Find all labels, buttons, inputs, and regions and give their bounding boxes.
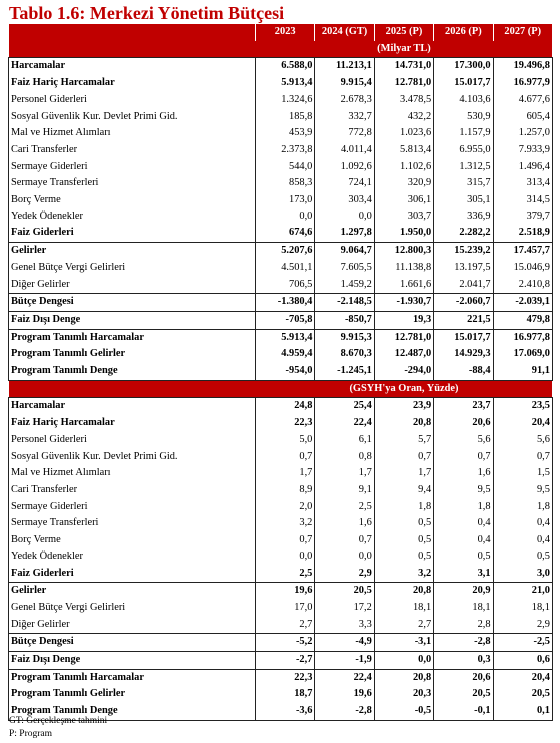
cell-value: 3,2	[256, 515, 315, 532]
cell-value: 15.239,2	[434, 243, 493, 260]
cell-value: 7.605,5	[315, 260, 374, 277]
cell-value: 173,0	[256, 192, 315, 209]
cell-value: 17.069,0	[493, 346, 552, 363]
cell-value: 2,5	[315, 499, 374, 516]
cell-value: 20,8	[374, 669, 433, 686]
cell-value: 1.324,6	[256, 92, 315, 109]
cell-value: 0,7	[434, 449, 493, 466]
cell-value: 9.915,4	[315, 75, 374, 92]
cell-value: 19.496,8	[493, 58, 552, 75]
cell-value: 3.478,5	[374, 92, 433, 109]
cell-value: -850,7	[315, 311, 374, 329]
cell-value: 0,5	[374, 515, 433, 532]
cell-value: 9,5	[493, 482, 552, 499]
cell-value: 4.677,6	[493, 92, 552, 109]
table-row	[9, 600, 553, 617]
cell-value: 0,5	[374, 532, 433, 549]
cell-value: 1.459,2	[315, 277, 374, 294]
table-row	[9, 652, 553, 670]
table-row	[9, 617, 553, 634]
cell-value: 1.092,6	[315, 159, 374, 176]
cell-value: 1.102,6	[374, 159, 433, 176]
cell-value: -2,7	[256, 652, 315, 670]
cell-value: -2.148,5	[315, 294, 374, 312]
row-label: Borç Verme	[9, 532, 256, 549]
cell-value: -88,4	[434, 363, 493, 380]
cell-value: 4.103,6	[434, 92, 493, 109]
row-label: Program Tanımlı Gelirler	[9, 686, 256, 703]
cell-value: 20,8	[374, 583, 433, 600]
row-label: Sosyal Güvenlik Kur. Devlet Primi Gid.	[9, 109, 256, 126]
cell-value: 20,4	[493, 415, 552, 432]
cell-value: 15.046,9	[493, 260, 552, 277]
cell-value: -2.060,7	[434, 294, 493, 312]
table-row	[9, 92, 553, 109]
table-row	[9, 260, 553, 277]
table-row	[9, 277, 553, 294]
cell-value: 4.501,1	[256, 260, 315, 277]
cell-value: 1.496,4	[493, 159, 552, 176]
cell-value: -3,6	[256, 703, 315, 720]
cell-value: 23,7	[434, 398, 493, 415]
row-label: Faiz Dışı Denge	[9, 652, 256, 670]
cell-value: 23,9	[374, 398, 433, 415]
row-label: Cari Transferler	[9, 482, 256, 499]
cell-value: 6.955,0	[434, 142, 493, 159]
cell-value: 18,1	[374, 600, 433, 617]
row-label: Sermaye Giderleri	[9, 159, 256, 176]
row-label: Borç Verme	[9, 192, 256, 209]
cell-value: -0,1	[434, 703, 493, 720]
row-label: Bütçe Dengesi	[9, 634, 256, 652]
cell-value: 5.813,4	[374, 142, 433, 159]
cell-value: 12.781,0	[374, 75, 433, 92]
row-label: Faiz Hariç Harcamalar	[9, 75, 256, 92]
cell-value: 20,4	[493, 669, 552, 686]
table-row	[9, 346, 553, 363]
cell-value: 5.207,6	[256, 243, 315, 260]
cell-value: 3,3	[315, 617, 374, 634]
cell-value: 22,4	[315, 415, 374, 432]
cell-value: 19,3	[374, 311, 433, 329]
cell-value: -1,9	[315, 652, 374, 670]
row-label: Faiz Hariç Harcamalar	[9, 415, 256, 432]
cell-value: -294,0	[374, 363, 433, 380]
cell-value: 2,5	[256, 566, 315, 583]
cell-value: 15.017,7	[434, 75, 493, 92]
cell-value: 8.670,3	[315, 346, 374, 363]
cell-value: -1.245,1	[315, 363, 374, 380]
cell-value: 8,9	[256, 482, 315, 499]
cell-value: 11.213,1	[315, 58, 374, 75]
row-label: Faiz Giderleri	[9, 566, 256, 583]
cell-value: 2,8	[434, 617, 493, 634]
cell-value: 9,4	[374, 482, 433, 499]
column-header: 2027 (P)	[493, 24, 552, 41]
table-row	[9, 159, 553, 176]
table-row	[9, 109, 553, 126]
cell-value: -705,8	[256, 311, 315, 329]
cell-value: 379,7	[493, 209, 552, 226]
cell-value: 303,7	[374, 209, 433, 226]
row-label: Program Tanımlı Harcamalar	[9, 669, 256, 686]
cell-value: 0,0	[374, 652, 433, 670]
cell-value: -2,8	[434, 634, 493, 652]
cell-value: 2.041,7	[434, 277, 493, 294]
cell-value: 18,1	[493, 600, 552, 617]
cell-value: 9.915,3	[315, 329, 374, 346]
cell-value: 23,5	[493, 398, 552, 415]
table-row	[9, 75, 553, 92]
cell-value: 2.373,8	[256, 142, 315, 159]
table-row	[9, 482, 553, 499]
cell-value: 706,5	[256, 277, 315, 294]
row-label: Sosyal Güvenlik Kur. Devlet Primi Gid.	[9, 449, 256, 466]
unit-label: (Milyar TL)	[256, 41, 553, 58]
cell-value: 3,2	[374, 566, 433, 583]
cell-value: 1.950,0	[374, 225, 433, 242]
cell-value: -2.039,1	[493, 294, 552, 312]
table-row	[9, 58, 553, 75]
column-header: 2024 (GT)	[315, 24, 374, 41]
cell-value: 479,8	[493, 311, 552, 329]
unit-header-blank	[9, 41, 256, 58]
cell-value: 332,7	[315, 109, 374, 126]
cell-value: 2.282,2	[434, 225, 493, 242]
table-row	[9, 175, 553, 192]
cell-value: 313,4	[493, 175, 552, 192]
cell-value: 12.800,3	[374, 243, 433, 260]
table-row	[9, 499, 553, 516]
table-row	[9, 192, 553, 209]
cell-value: 9.064,7	[315, 243, 374, 260]
row-label: Personel Giderleri	[9, 432, 256, 449]
cell-value: 20,5	[315, 583, 374, 600]
cell-value: 9,5	[434, 482, 493, 499]
cell-value: 20,8	[374, 415, 433, 432]
cell-value: 1,7	[256, 465, 315, 482]
cell-value: 0,5	[434, 549, 493, 566]
cell-value: 314,5	[493, 192, 552, 209]
column-header: 2025 (P)	[374, 24, 433, 41]
cell-value: 5,6	[493, 432, 552, 449]
cell-value: 20,5	[493, 686, 552, 703]
cell-value: 0,0	[315, 549, 374, 566]
table-row	[9, 449, 553, 466]
cell-value: 5.913,4	[256, 75, 315, 92]
cell-value: 17.457,7	[493, 243, 552, 260]
row-label: Mal ve Hizmet Alımları	[9, 125, 256, 142]
footnotes	[9, 715, 107, 741]
cell-value: 320,9	[374, 175, 433, 192]
column-header-blank	[9, 24, 256, 41]
cell-value: 453,9	[256, 125, 315, 142]
table-title: Tablo 1.6: Merkezi Yönetim Bütçesi	[9, 3, 285, 23]
table-row	[9, 515, 553, 532]
cell-value: 2.410,8	[493, 277, 552, 294]
cell-value: 0,4	[434, 515, 493, 532]
cell-value: 1.312,5	[434, 159, 493, 176]
table-row	[9, 549, 553, 566]
cell-value: 772,8	[315, 125, 374, 142]
cell-value: 4.959,4	[256, 346, 315, 363]
footnote: P: Program	[9, 729, 53, 739]
table-row	[9, 532, 553, 549]
table-row	[9, 363, 553, 380]
cell-value: -0,5	[374, 703, 433, 720]
cell-value: 1.661,6	[374, 277, 433, 294]
row-label: Program Tanımlı Denge	[9, 703, 256, 720]
table-row	[9, 583, 553, 600]
cell-value: 17.300,0	[434, 58, 493, 75]
row-label: Program Tanımlı Gelirler	[9, 346, 256, 363]
cell-value: 0,5	[493, 549, 552, 566]
table-row	[9, 566, 553, 583]
row-label: Sermaye Giderleri	[9, 499, 256, 516]
cell-value: 2,7	[256, 617, 315, 634]
row-label: Diğer Gelirler	[9, 617, 256, 634]
cell-value: 5,7	[374, 432, 433, 449]
cell-value: 1.157,9	[434, 125, 493, 142]
unit-label: (GSYH'ya Oran, Yüzde)	[256, 380, 553, 398]
cell-value: 674,6	[256, 225, 315, 242]
row-label: Genel Bütçe Vergi Gelirleri	[9, 600, 256, 617]
cell-value: 306,1	[374, 192, 433, 209]
cell-value: 544,0	[256, 159, 315, 176]
cell-value: 22,3	[256, 669, 315, 686]
cell-value: 2,9	[493, 617, 552, 634]
cell-value: 0,7	[493, 449, 552, 466]
table-row	[9, 398, 553, 415]
cell-value: 0,7	[256, 532, 315, 549]
row-label: Cari Transferler	[9, 142, 256, 159]
cell-value: 16.977,9	[493, 75, 552, 92]
cell-value: 15.017,7	[434, 329, 493, 346]
cell-value: 3,1	[434, 566, 493, 583]
cell-value: 1,8	[434, 499, 493, 516]
cell-value: 20,9	[434, 583, 493, 600]
cell-value: 0,0	[256, 549, 315, 566]
budget-table	[8, 24, 553, 721]
cell-value: 2,0	[256, 499, 315, 516]
cell-value: 0,5	[374, 549, 433, 566]
cell-value: 11.138,8	[374, 260, 433, 277]
cell-value: -954,0	[256, 363, 315, 380]
cell-value: 18,7	[256, 686, 315, 703]
table-row	[9, 432, 553, 449]
cell-value: 1,6	[315, 515, 374, 532]
cell-value: 6.588,0	[256, 58, 315, 75]
cell-value: 858,3	[256, 175, 315, 192]
cell-value: 0,1	[493, 703, 552, 720]
cell-value: 17,2	[315, 600, 374, 617]
cell-value: 4.011,4	[315, 142, 374, 159]
table-row	[9, 209, 553, 226]
cell-value: 13.197,5	[434, 260, 493, 277]
table-row	[9, 294, 553, 312]
cell-value: 2.678,3	[315, 92, 374, 109]
row-label: Yedek Ödenekler	[9, 549, 256, 566]
cell-value: 336,9	[434, 209, 493, 226]
cell-value: 185,8	[256, 109, 315, 126]
cell-value: 605,4	[493, 109, 552, 126]
table-row	[9, 243, 553, 260]
row-label: Gelirler	[9, 583, 256, 600]
table-row	[9, 686, 553, 703]
cell-value: 6,1	[315, 432, 374, 449]
row-label: Mal ve Hizmet Alımları	[9, 465, 256, 482]
row-label: Harcamalar	[9, 58, 256, 75]
unit-header-blank	[9, 380, 256, 398]
cell-value: 5,6	[434, 432, 493, 449]
cell-value: 1,8	[493, 499, 552, 516]
cell-value: 2.518,9	[493, 225, 552, 242]
cell-value: -3,1	[374, 634, 433, 652]
row-label: Sermaye Transferleri	[9, 175, 256, 192]
table-row	[9, 225, 553, 242]
cell-value: 24,8	[256, 398, 315, 415]
cell-value: 25,4	[315, 398, 374, 415]
cell-value: 20,3	[374, 686, 433, 703]
cell-value: 0,4	[493, 532, 552, 549]
row-label: Harcamalar	[9, 398, 256, 415]
row-label: Gelirler	[9, 243, 256, 260]
cell-value: 18,1	[434, 600, 493, 617]
table-row	[9, 634, 553, 652]
table-row	[9, 329, 553, 346]
cell-value: 1,7	[315, 465, 374, 482]
cell-value: 0,8	[315, 449, 374, 466]
cell-value: 3,0	[493, 566, 552, 583]
row-label: Genel Bütçe Vergi Gelirleri	[9, 260, 256, 277]
cell-value: 17,0	[256, 600, 315, 617]
cell-value: 1,5	[493, 465, 552, 482]
cell-value: 315,7	[434, 175, 493, 192]
cell-value: 20,6	[434, 669, 493, 686]
cell-value: -1.930,7	[374, 294, 433, 312]
cell-value: 16.977,8	[493, 329, 552, 346]
cell-value: 0,0	[315, 209, 374, 226]
cell-value: 7.933,9	[493, 142, 552, 159]
cell-value: 19,6	[256, 583, 315, 600]
cell-value: 12.487,0	[374, 346, 433, 363]
cell-value: 1.297,8	[315, 225, 374, 242]
cell-value: 21,0	[493, 583, 552, 600]
cell-value: 2,7	[374, 617, 433, 634]
cell-value: 530,9	[434, 109, 493, 126]
cell-value: 1.257,0	[493, 125, 552, 142]
cell-value: -1.380,4	[256, 294, 315, 312]
cell-value: 724,1	[315, 175, 374, 192]
cell-value: 5,0	[256, 432, 315, 449]
column-header-row	[9, 24, 553, 41]
cell-value: 9,1	[315, 482, 374, 499]
table-row	[9, 125, 553, 142]
cell-value: 0,4	[434, 532, 493, 549]
cell-value: -2,5	[493, 634, 552, 652]
row-label: Bütçe Dengesi	[9, 294, 256, 312]
row-label: Program Tanımlı Denge	[9, 363, 256, 380]
cell-value: 1,8	[374, 499, 433, 516]
table-row	[9, 465, 553, 482]
table-row	[9, 142, 553, 159]
cell-value: 432,2	[374, 109, 433, 126]
cell-value: 221,5	[434, 311, 493, 329]
cell-value: 303,4	[315, 192, 374, 209]
cell-value: 0,7	[256, 449, 315, 466]
cell-value: 22,3	[256, 415, 315, 432]
row-label: Faiz Dışı Denge	[9, 311, 256, 329]
cell-value: 5.913,4	[256, 329, 315, 346]
cell-value: 1.023,6	[374, 125, 433, 142]
cell-value: -4,9	[315, 634, 374, 652]
unit-header-row	[9, 41, 553, 58]
cell-value: 0,7	[374, 449, 433, 466]
row-label: Yedek Ödenekler	[9, 209, 256, 226]
cell-value: 0,6	[493, 652, 552, 670]
column-header: 2026 (P)	[434, 24, 493, 41]
cell-value: 0,7	[315, 532, 374, 549]
cell-value: 20,6	[434, 415, 493, 432]
column-header: 2023	[256, 24, 315, 41]
cell-value: 14.731,0	[374, 58, 433, 75]
row-label: Personel Giderleri	[9, 92, 256, 109]
cell-value: 19,6	[315, 686, 374, 703]
row-label: Faiz Giderleri	[9, 225, 256, 242]
cell-value: 0,4	[493, 515, 552, 532]
cell-value: 22,4	[315, 669, 374, 686]
table-row	[9, 669, 553, 686]
cell-value: 1,7	[374, 465, 433, 482]
cell-value: 0,0	[256, 209, 315, 226]
cell-value: 91,1	[493, 363, 552, 380]
cell-value: -5,2	[256, 634, 315, 652]
footnote: GT: Gerçekleşme tahmini	[9, 716, 108, 726]
cell-value: 12.781,0	[374, 329, 433, 346]
row-label: Diğer Gelirler	[9, 277, 256, 294]
cell-value: 14.929,3	[434, 346, 493, 363]
table-row	[9, 415, 553, 432]
row-label: Sermaye Transferleri	[9, 515, 256, 532]
cell-value: 0,3	[434, 652, 493, 670]
cell-value: 1,6	[434, 465, 493, 482]
cell-value: -2,8	[315, 703, 374, 720]
row-label: Program Tanımlı Harcamalar	[9, 329, 256, 346]
cell-value: 305,1	[434, 192, 493, 209]
table-row	[9, 311, 553, 329]
unit-header-row	[9, 380, 553, 398]
cell-value: 2,9	[315, 566, 374, 583]
cell-value: 20,5	[434, 686, 493, 703]
